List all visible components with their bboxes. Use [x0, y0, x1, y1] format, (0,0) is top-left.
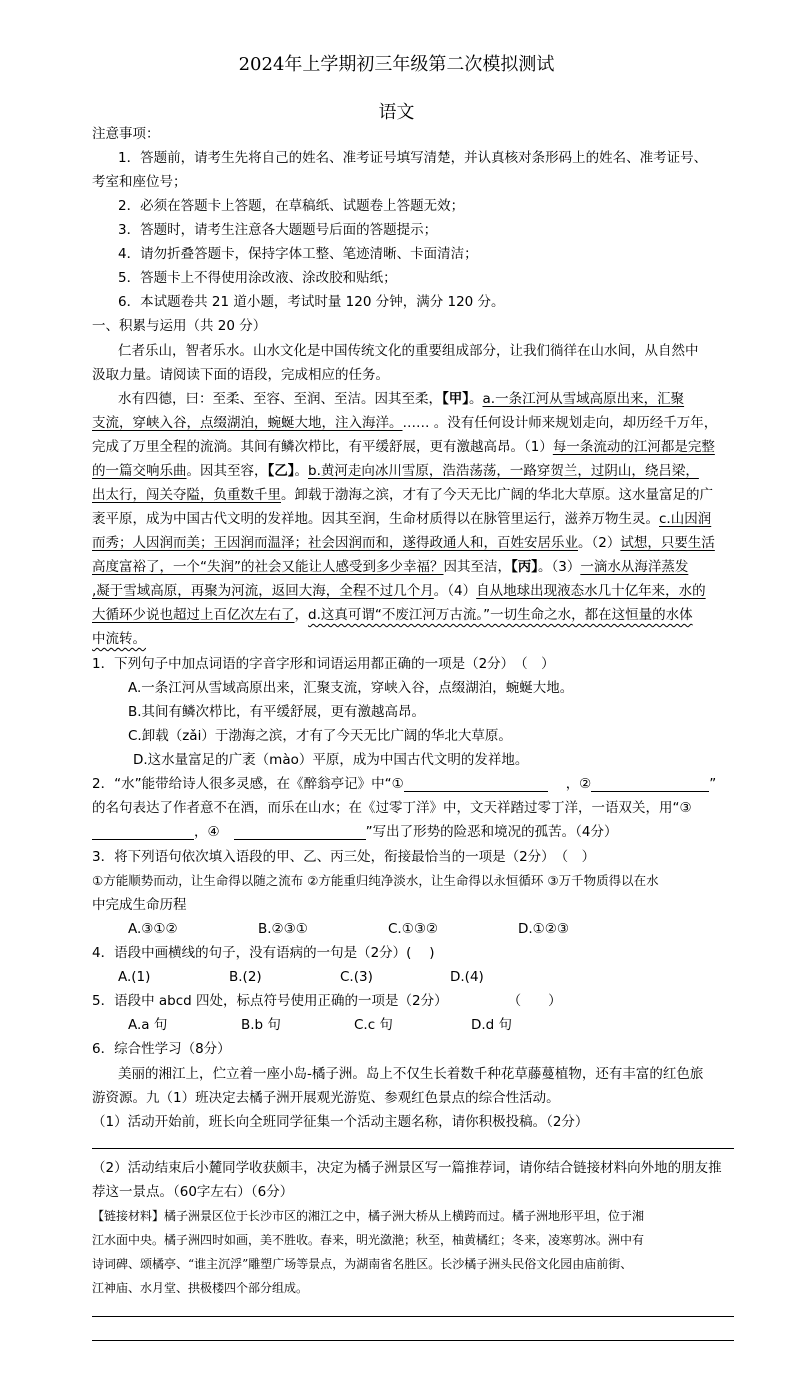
link-material-1: 【链接材料】橘子洲景区位于长沙市区的湘江之中，橘子洲大桥从上横跨而过。橘子洲地形平坦，位于湘: [92, 1209, 645, 1223]
passage-line-9: ,凝于雪域高原，再聚为河流，返回大海，全程不过几个月。（4）自从地球出现液态水几十亿年来，水的: [92, 583, 706, 599]
q6-intro-a: 美丽的湘江上，伫立着一座小岛-橘子洲。岛上不仅生长着数千种花草藤蔓植物，还有丰富的红色旅: [118, 1066, 704, 1082]
section1-heading: 一、积累与运用（共 20 分）: [92, 318, 267, 334]
note-1a: 1．答题前，请考生先将自己的姓名、准考证号填写清楚，并认真核对条形码上的姓名、准考证号、: [118, 150, 708, 166]
link-material-3: 诗词碑、颂橘亭、“谁主沉浮”雕塑广场等景点，为湖南省名胜区。长沙橘子洲头民俗文化园由庙前街、: [92, 1257, 633, 1271]
q5-options: [128, 1017, 778, 1033]
answer-line-2[interactable]: [92, 1316, 734, 1317]
passage-line-4: 的一篇交响乐曲。因其至容，【乙】。b.黄河走向冰川雪原，浩浩荡荡，一路穿贺兰，过阴山，绕吕梁，: [92, 463, 699, 479]
q2-line-2: 的名句表达了作者意不在酒，而乐在山水；在《过零丁洋》中，文天祥踏过零丁洋，一语双关，用“③: [92, 800, 692, 816]
q4-option-b: B.(2): [229, 969, 262, 985]
sentence-b: b.黄河走向冰川雪原，浩浩荡荡，一路穿贺兰，过阴山，绕吕梁，: [308, 463, 699, 479]
q3-sentences-1: ①方能顺势而动，让生命得以随之流布 ②方能重归纯净淡水，让生命得以永恒循环 ③万千物质得以在水: [92, 873, 659, 888]
note-3: 3．答题时，请考生注意各大题题号后面的答题提示；: [118, 222, 438, 238]
q6-intro-b: 游资源。九（1）班决定去橘子洲开展观光游览、参观红色景点的综合性活动。: [92, 1090, 560, 1106]
note-2: 2．必须在答题卡上答题，在草稿纸、试题卷上答题无效；: [118, 198, 465, 214]
passage-line-6: 袤平原，成为中国古代文明的发祥地。因其至润，生命材质得以在脉管里运行，滋养万物生灵。c.山因润: [92, 511, 712, 527]
section1-intro-b: 汲取力量。请阅读下面的语段，完成相应的任务。: [92, 367, 389, 383]
note-6: 6．本试题卷共 21 道小题，考试时量 120 分钟，满分 120 分。: [118, 294, 505, 310]
q3-option-a: A.③①②: [128, 921, 178, 937]
q2-blank-1[interactable]: [404, 777, 548, 792]
slot-bing: 【丙】: [511, 559, 538, 575]
notes-heading: 注意事项：: [92, 126, 160, 142]
q1-option-b: B.其间有鳞次栉比，有平缓舒展，更有激越高昂。: [128, 704, 426, 720]
q5-option-d: D.d 句: [471, 1017, 513, 1033]
q3-sentences-2: 中完成生命历程: [92, 897, 187, 913]
q4-option-a: A.(1): [118, 969, 151, 985]
q5-option-c: C.c 句: [354, 1017, 393, 1033]
slot-yi: 【乙】: [267, 463, 295, 479]
link-material-2: 江水面中央。橘子洲四时如画，美不胜收。春来，明光潋滟；秋至，柚黄橘红；冬来，凌寒剪冰。洲中有: [92, 1233, 645, 1247]
sentence-1: 每一条流动的江河都是完整: [552, 439, 715, 455]
q1-stem: 1．下列句子中加点词语的字音字形和词语运用都正确的一项是（2分） （ ）: [92, 656, 555, 672]
link-material-4: 江神庙、水月堂、拱极楼四个部分组成。: [92, 1281, 309, 1295]
subject-title: 语文: [378, 102, 415, 123]
q3-option-c: C.①③②: [388, 921, 439, 937]
q5-stem: 5．语段中 abcd 四处，标点符号使用正确的一项是（2分） （ ）: [92, 993, 562, 1009]
q4-stem: 4．语段中画横线的句子，没有语病的一句是（2分）( ): [92, 945, 435, 961]
sentence-4: 自从地球出现液态水几十亿年来，水的: [476, 583, 706, 599]
q2-line-1: 2．“水”能带给诗人很多灵感，在《醉翁亭记》中“① ，② ”: [92, 776, 717, 792]
q5-option-a: A.a 句: [128, 1017, 168, 1033]
sentence-d: d.这真可谓“不废江河万古流。”一切生命之水，都在这恒量的水体: [308, 607, 693, 623]
sentence-c: c.山因润: [659, 511, 712, 527]
exam-title: 2024年上学期初三年级第二次模拟测试: [238, 54, 555, 75]
q6-sub2b: 荐这一景点。（60字左右）（6分）: [92, 1184, 294, 1200]
answer-line-1[interactable]: [92, 1148, 734, 1149]
passage-line-7: 而秀；人因润而美；王因润而温泽；社会因润而和，遂得政通人和，百姓安居乐业。（2）试想，只要生活: [92, 535, 715, 551]
q5-option-b: B.b 句: [241, 1017, 281, 1033]
q6-stem: 6．综合性学习（8分）: [92, 1041, 231, 1057]
q1-option-c: C.卸载（zǎi）于渤海之滨，才有了今天无比广阔的华北大草原。: [128, 728, 512, 744]
q2-blank-3[interactable]: [92, 825, 194, 840]
q2-blank-2[interactable]: [591, 777, 709, 792]
q2-line-3: ，④ ”写出了形势的险恶和境况的孤苦。（4分）: [92, 824, 742, 840]
q4-option-d: D.(4): [450, 969, 484, 985]
section1-intro-a: 仁者乐山，智者乐水。山水文化是中国传统文化的重要组成部分，让我们徜徉在山水间，从自然中: [118, 343, 699, 359]
q1-option-d: D.这水量富足的广袤（mào）平原，成为中国古代文明的发祥地。: [133, 752, 529, 768]
q6-sub1: （1）活动开始前，班长向全班同学征集一个活动主题名称，请你积极投稿。（2分）: [92, 1114, 589, 1130]
slot-jia: 【甲】: [442, 391, 469, 407]
q3-option-b: B.②③①: [258, 921, 308, 937]
sentence-3: 一滴水从海洋蒸发: [580, 559, 689, 575]
passage-line-10: 大循环少说也超过上百亿次左右了，d.这真可谓“不废江河万古流。”一切生命之水，都在这恒量的水体: [92, 607, 693, 623]
passage-line-1: 水有四德，曰：至柔、至容、至润、至洁。因其至柔，【甲】。a.一条江河从雪域高原出来，汇聚: [118, 391, 685, 407]
q1-option-a: A.一条江河从雪域高原出来，汇聚支流，穿峡入谷，点缀湖泊，蜿蜒大地。: [128, 680, 574, 696]
note-1b: 考室和座位号；: [92, 174, 187, 190]
answer-line-3[interactable]: [92, 1340, 734, 1341]
passage-line-11: 中流转。: [92, 631, 146, 647]
passage-line-2: 支流，穿峡入谷，点缀湖泊，蜿蜒大地，注入海洋。…… 。没有任何设计师来规划走向，却历经千万年，: [92, 415, 718, 431]
passage-line-8: 高度富裕了，一个“失润”的社会又能让人感受到多少幸福？因其至洁，【丙】。（3）一滴水从海洋蒸发: [92, 559, 689, 575]
q4-option-c: C.(3): [340, 969, 373, 985]
q3-stem: 3．将下列语句依次填入语段的甲、乙、丙三处，衔接最恰当的一项是（2分） （ ）: [92, 849, 596, 865]
note-5: 5．答题卡上不得使用涂改液、涂改胶和贴纸；: [118, 270, 397, 286]
q3-options: [128, 921, 778, 937]
passage-line-5: 出太行，闯关夺隘，负重数千里。卸载于渤海之滨，才有了今天无比广阔的华北大草原。这水量富足的广: [92, 487, 713, 503]
q4-options: [118, 969, 768, 985]
passage-line-3: 完成了万里全程的流淌。其间有鳞次栉比，有平缓舒展，更有激越高昂。（1）每一条流动的江河都是完整: [92, 439, 715, 455]
sentence-2: 试想，只要生活: [620, 535, 715, 551]
q6-sub2a: （2）活动结束后小麓同学收获颇丰，决定为橘子洲景区写一篇推荐词，请你结合链接材料向外地的朋友推: [92, 1160, 722, 1176]
note-4: 4．请勿折叠答题卡，保持字体工整、笔迹清晰、卡面清洁；: [118, 246, 478, 262]
sentence-a: a.一条江河从雪域高原出来，汇聚: [482, 391, 685, 407]
q3-option-d: D.①②③: [518, 921, 569, 937]
q2-blank-4[interactable]: [234, 825, 366, 840]
